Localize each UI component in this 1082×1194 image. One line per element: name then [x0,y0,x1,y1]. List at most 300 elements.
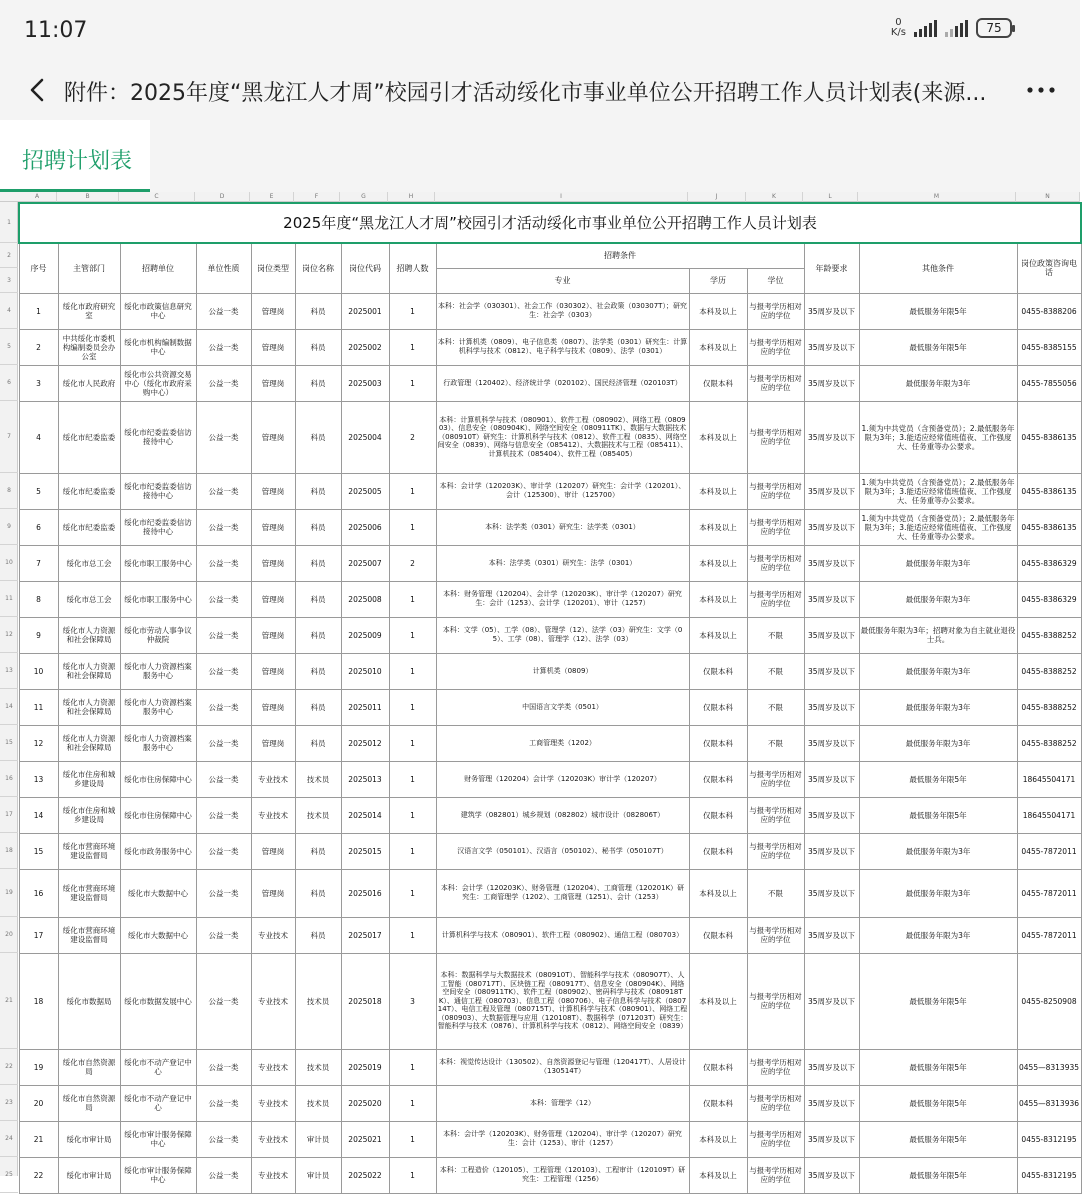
cell-degree[interactable]: 与报考学历相对应的学位 [747,509,804,545]
tab-recruitment-plan[interactable] [0,120,150,192]
cell-other[interactable]: 最低服务年限5年 [859,1121,1017,1157]
cell-post-code[interactable]: 2025006 [341,509,389,545]
cell-phone[interactable]: 0455-8388252 [1017,653,1081,689]
cell-post-code[interactable]: 2025020 [341,1085,389,1121]
cell-dept[interactable]: 绥化市审计局 [58,1121,120,1157]
column-letter[interactable]: J [688,192,746,202]
cell-major[interactable]: 本科：文学（05）、工学（08）、管理学（12）、法学（03）研究生：文学（05）、工学（08）、管理学（12）、法学（03） [436,617,689,653]
cell-major[interactable]: 行政管理（120402）、经济统计学（020102）、国民经济管理（020103T） [436,365,689,401]
cell-age[interactable]: 35周岁及以下 [804,689,859,725]
cell-edu[interactable]: 本科及以上 [689,329,747,365]
cell-degree[interactable]: 不限 [747,869,804,917]
cell-age[interactable]: 35周岁及以下 [804,1121,859,1157]
cell-degree[interactable]: 与报考学历相对应的学位 [747,917,804,953]
column-letter[interactable]: B [57,192,119,202]
cell-count[interactable]: 1 [389,917,436,953]
spreadsheet[interactable] [0,192,1080,1184]
cell-post-type[interactable]: 管理岗 [251,329,295,365]
cell-nature[interactable]: 公益一类 [196,1121,251,1157]
cell-post-name[interactable]: 科员 [295,833,341,869]
cell-count[interactable]: 1 [389,1049,436,1085]
cell-major[interactable]: 财务管理（120204）会计学（120203K）审计学（120207） [436,761,689,797]
cell-major[interactable]: 本科：法学类（0301）研究生：法学类（0301） [436,509,689,545]
cell-degree[interactable]: 与报考学历相对应的学位 [747,581,804,617]
cell-unit[interactable]: 绥化市纪委监委信访接待中心 [120,401,196,473]
cell-age[interactable]: 35周岁及以下 [804,1049,859,1085]
cell-other[interactable]: 最低服务年限5年 [859,329,1017,365]
cell-post-name[interactable]: 科员 [295,725,341,761]
cell-dept[interactable]: 绥化市自然资源局 [58,1085,120,1121]
cell-dept[interactable]: 绥化市营商环境建设监督局 [58,869,120,917]
cell-nature[interactable]: 公益一类 [196,1085,251,1121]
cell-other[interactable]: 最低服务年限5年 [859,797,1017,833]
cell-age[interactable]: 35周岁及以下 [804,797,859,833]
cell-edu[interactable]: 仅限本科 [689,1085,747,1121]
cell-age[interactable]: 35周岁及以下 [804,653,859,689]
cell-nature[interactable]: 公益一类 [196,401,251,473]
cell-degree[interactable]: 不限 [747,725,804,761]
cell-count[interactable]: 2 [389,401,436,473]
cell-phone[interactable]: 0455-8386329 [1017,581,1081,617]
cell-post-code[interactable]: 2025011 [341,689,389,725]
cell-post-type[interactable]: 管理岗 [251,653,295,689]
cell-nature[interactable]: 公益一类 [196,725,251,761]
cell-post-code[interactable]: 2025019 [341,1049,389,1085]
cell-unit[interactable]: 绥化市人力资源档案服务中心 [120,725,196,761]
cell-post-type[interactable]: 管理岗 [251,689,295,725]
cell-post-code[interactable]: 2025005 [341,473,389,509]
cell-age[interactable]: 35周岁及以下 [804,293,859,329]
cell-degree[interactable]: 不限 [747,617,804,653]
column-letter[interactable]: L [803,192,858,202]
cell-count[interactable]: 1 [389,473,436,509]
cell-post-code[interactable]: 2025017 [341,917,389,953]
cell-seq[interactable]: 17 [19,917,58,953]
cell-phone[interactable]: 0455-8386329 [1017,545,1081,581]
cell-degree[interactable]: 不限 [747,689,804,725]
cell-major[interactable]: 中国语言文学类（0501） [436,689,689,725]
cell-post-name[interactable]: 科员 [295,869,341,917]
row-number[interactable]: 4 [0,293,18,329]
cell-major[interactable]: 建筑学（082801）城乡规划（082802）城市设计（082806T） [436,797,689,833]
cell-post-type[interactable]: 管理岗 [251,725,295,761]
cell-edu[interactable]: 本科及以上 [689,545,747,581]
cell-other[interactable]: 最低服务年限为3年 [859,917,1017,953]
cell-unit[interactable]: 绥化市住房保障中心 [120,761,196,797]
cell-post-code[interactable]: 2025002 [341,329,389,365]
cell-seq[interactable]: 6 [19,509,58,545]
cell-post-code[interactable]: 2025008 [341,581,389,617]
cell-seq[interactable]: 4 [19,401,58,473]
cell-edu[interactable]: 仅限本科 [689,917,747,953]
cell-post-name[interactable]: 科员 [295,329,341,365]
row-number[interactable]: 23 [0,1085,18,1121]
cell-post-type[interactable]: 管理岗 [251,869,295,917]
cell-post-name[interactable]: 技术员 [295,1085,341,1121]
cell-phone[interactable]: 0455-7872011 [1017,833,1081,869]
row-number[interactable]: 22 [0,1049,18,1085]
column-letter[interactable]: H [388,192,435,202]
cell-other[interactable]: 1.须为中共党员（含预备党员）；2.最低服务年限为3年；3.能适应经常值班值夜、工作强度大、任务重等办公要求。 [859,401,1017,473]
cell-edu[interactable]: 仅限本科 [689,1049,747,1085]
row-number[interactable]: 19 [0,869,18,917]
cell-nature[interactable]: 公益一类 [196,869,251,917]
cell-other[interactable]: 1.须为中共党员（含预备党员）；2.最低服务年限为3年；3.能适应经常值班值夜、工作强度大、任务重等办公要求。 [859,509,1017,545]
row-number[interactable]: 24 [0,1121,18,1157]
cell-edu[interactable]: 本科及以上 [689,869,747,917]
cell-major[interactable]: 本科：社会学（030301）、社会工作（030302）、社会政策（030307T）；研究生：社会学（0303） [436,293,689,329]
cell-age[interactable]: 35周岁及以下 [804,761,859,797]
cell-unit[interactable]: 绥化市审计服务保障中心 [120,1121,196,1157]
cell-dept[interactable]: 中共绥化市委机构编制委员会办公室 [58,329,120,365]
cell-unit[interactable]: 绥化市大数据中心 [120,869,196,917]
cell-count[interactable]: 1 [389,509,436,545]
cell-other[interactable]: 最低服务年限为3年 [859,545,1017,581]
cell-degree[interactable]: 与报考学历相对应的学位 [747,953,804,1049]
cell-degree[interactable]: 不限 [747,653,804,689]
cell-post-type[interactable]: 管理岗 [251,401,295,473]
cell-post-code[interactable]: 2025003 [341,365,389,401]
cell-degree[interactable]: 与报考学历相对应的学位 [747,329,804,365]
cell-unit[interactable]: 绥化市公共资源交易中心（绥化市政府采购中心） [120,365,196,401]
cell-nature[interactable]: 公益一类 [196,653,251,689]
row-number[interactable]: 15 [0,725,18,761]
cell-unit[interactable]: 绥化市不动产登记中心 [120,1049,196,1085]
cell-degree[interactable]: 与报考学历相对应的学位 [747,833,804,869]
cell-count[interactable]: 1 [389,797,436,833]
cell-count[interactable]: 1 [389,293,436,329]
cell-post-code[interactable]: 2025004 [341,401,389,473]
cell-dept[interactable]: 绥化市纪委监委 [58,473,120,509]
row-number[interactable]: 3 [0,268,18,293]
cell-post-name[interactable]: 科员 [295,293,341,329]
cell-nature[interactable]: 公益一类 [196,617,251,653]
cell-post-name[interactable]: 技术员 [295,953,341,1049]
cell-post-code[interactable]: 2025007 [341,545,389,581]
cell-dept[interactable]: 绥化市数据局 [58,953,120,1049]
row-number[interactable]: 5 [0,329,18,365]
cell-age[interactable]: 35周岁及以下 [804,401,859,473]
row-number[interactable]: 20 [0,917,18,953]
cell-seq[interactable]: 11 [19,689,58,725]
cell-post-code[interactable]: 2025018 [341,953,389,1049]
cell-edu[interactable]: 仅限本科 [689,365,747,401]
cell-phone[interactable]: 0455-8386135 [1017,473,1081,509]
cell-post-type[interactable]: 管理岗 [251,545,295,581]
cell-phone[interactable]: 18645504171 [1017,761,1081,797]
cell-degree[interactable]: 与报考学历相对应的学位 [747,293,804,329]
column-letter[interactable]: I [435,192,688,202]
row-number[interactable]: 2 [0,243,18,268]
row-number[interactable]: 13 [0,653,18,689]
column-letter[interactable]: N [1016,192,1080,202]
cell-phone[interactable]: 0455-8385155 [1017,329,1081,365]
row-number[interactable]: 21 [0,953,18,1049]
cell-post-name[interactable]: 科员 [295,689,341,725]
cell-other[interactable]: 最低服务年限5年 [859,761,1017,797]
column-letter[interactable]: K [746,192,803,202]
cell-nature[interactable]: 公益一类 [196,689,251,725]
cell-post-code[interactable]: 2025021 [341,1121,389,1157]
cell-age[interactable]: 35周岁及以下 [804,329,859,365]
row-number[interactable]: 7 [0,401,18,473]
cell-edu[interactable]: 本科及以上 [689,509,747,545]
cell-post-type[interactable]: 管理岗 [251,473,295,509]
cell-age[interactable]: 35周岁及以下 [804,581,859,617]
cell-degree[interactable]: 与报考学历相对应的学位 [747,473,804,509]
cell-age[interactable]: 35周岁及以下 [804,365,859,401]
cell-nature[interactable]: 公益一类 [196,833,251,869]
cell-unit[interactable]: 绥化市机构编制数据中心 [120,329,196,365]
cell-other[interactable]: 最低服务年限5年 [859,953,1017,1049]
cell-edu[interactable]: 仅限本科 [689,653,747,689]
cell-unit[interactable]: 绥化市纪委监委信访接待中心 [120,509,196,545]
cell-phone[interactable]: 0455-8250908 [1017,953,1081,1049]
cell-post-type[interactable]: 专业技术 [251,1157,295,1193]
cell-other[interactable]: 最低服务年限为3年 [859,833,1017,869]
cell-count[interactable]: 2 [389,545,436,581]
cell-count[interactable]: 1 [389,1085,436,1121]
cell-dept[interactable]: 绥化市总工会 [58,581,120,617]
cell-phone[interactable]: 0455—8313935 [1017,1049,1081,1085]
cell-post-name[interactable]: 科员 [295,653,341,689]
row-number[interactable]: 1 [0,203,18,243]
cell-degree[interactable]: 与报考学历相对应的学位 [747,1085,804,1121]
cell-phone[interactable]: 0455-8388252 [1017,617,1081,653]
cell-count[interactable]: 1 [389,689,436,725]
cell-degree[interactable]: 与报考学历相对应的学位 [747,365,804,401]
cell-nature[interactable]: 公益一类 [196,1049,251,1085]
cell-other[interactable]: 最低服务年限为3年；招聘对象为自主就业退役士兵。 [859,617,1017,653]
cell-edu[interactable]: 本科及以上 [689,953,747,1049]
cell-degree[interactable]: 与报考学历相对应的学位 [747,1121,804,1157]
cell-seq[interactable]: 13 [19,761,58,797]
cell-seq[interactable]: 8 [19,581,58,617]
cell-post-name[interactable]: 技术员 [295,797,341,833]
column-letter[interactable]: C [119,192,195,202]
cell-seq[interactable]: 3 [19,365,58,401]
cell-major[interactable]: 本科：管理学（12） [436,1085,689,1121]
cell-count[interactable]: 1 [389,1121,436,1157]
cell-age[interactable]: 35周岁及以下 [804,1157,859,1193]
cell-post-type[interactable]: 专业技术 [251,1085,295,1121]
cell-count[interactable]: 1 [389,653,436,689]
cell-edu[interactable]: 本科及以上 [689,473,747,509]
cell-count[interactable]: 1 [389,617,436,653]
row-number[interactable]: 14 [0,689,18,725]
cell-seq[interactable]: 12 [19,725,58,761]
cell-dept[interactable]: 绥化市纪委监委 [58,509,120,545]
cell-post-name[interactable]: 审计员 [295,1121,341,1157]
cell-phone[interactable]: 0455-7872011 [1017,917,1081,953]
more-dots-icon[interactable] [1026,86,1056,94]
cell-other[interactable]: 最低服务年限为3年 [859,869,1017,917]
cell-major[interactable]: 本科：视觉传达设计（130502）、自然资源登记与管理（120417T）、人居设计（130514T） [436,1049,689,1085]
cell-edu[interactable]: 本科及以上 [689,401,747,473]
cell-count[interactable]: 1 [389,869,436,917]
cell-seq[interactable]: 2 [19,329,58,365]
cell-seq[interactable]: 1 [19,293,58,329]
cell-post-code[interactable]: 2025001 [341,293,389,329]
cell-phone[interactable]: 0455-8312195 [1017,1157,1081,1193]
cell-phone[interactable]: 0455-8388252 [1017,725,1081,761]
cell-post-type[interactable]: 管理岗 [251,509,295,545]
row-number[interactable]: 16 [0,761,18,797]
cell-post-name[interactable]: 技术员 [295,1049,341,1085]
cell-post-name[interactable]: 科员 [295,365,341,401]
cell-unit[interactable]: 绥化市纪委监委信访接待中心 [120,473,196,509]
cell-unit[interactable]: 绥化市职工服务中心 [120,545,196,581]
cell-post-type[interactable]: 管理岗 [251,833,295,869]
cell-age[interactable]: 35周岁及以下 [804,545,859,581]
cell-major[interactable]: 本科：会计学（120203K）、审计学（120207）研究生：会计学（120201）、会计（125300）、审计（125700） [436,473,689,509]
cell-other[interactable]: 最低服务年限5年 [859,1157,1017,1193]
row-number[interactable]: 18 [0,833,18,869]
cell-phone[interactable]: 0455-8388206 [1017,293,1081,329]
cell-post-name[interactable]: 科员 [295,509,341,545]
cell-degree[interactable]: 与报考学历相对应的学位 [747,545,804,581]
cell-nature[interactable]: 公益一类 [196,1157,251,1193]
cell-other[interactable]: 最低服务年限为3年 [859,581,1017,617]
cell-post-name[interactable]: 科员 [295,473,341,509]
column-letter[interactable]: F [294,192,340,202]
cell-seq[interactable]: 14 [19,797,58,833]
cell-post-name[interactable]: 科员 [295,545,341,581]
cell-dept[interactable]: 绥化市自然资源局 [58,1049,120,1085]
cell-count[interactable]: 3 [389,953,436,1049]
cell-nature[interactable]: 公益一类 [196,761,251,797]
cell-major[interactable]: 计算机类（0809） [436,653,689,689]
cell-phone[interactable]: 0455—8313936 [1017,1085,1081,1121]
cell-post-type[interactable]: 管理岗 [251,365,295,401]
cell-age[interactable]: 35周岁及以下 [804,1085,859,1121]
cell-nature[interactable]: 公益一类 [196,473,251,509]
column-letter[interactable]: M [858,192,1016,202]
cell-post-type[interactable]: 管理岗 [251,617,295,653]
cell-edu[interactable]: 本科及以上 [689,617,747,653]
cell-unit[interactable]: 绥化市数据发展中心 [120,953,196,1049]
cell-seq[interactable]: 10 [19,653,58,689]
cell-other[interactable]: 最低服务年限5年 [859,1049,1017,1085]
cell-edu[interactable]: 本科及以上 [689,581,747,617]
cell-age[interactable]: 35周岁及以下 [804,953,859,1049]
cell-nature[interactable]: 公益一类 [196,581,251,617]
cell-seq[interactable]: 21 [19,1121,58,1157]
cell-major[interactable]: 本科：计算机科学与技术（080901）、软件工程（080902）、网络工程（080903）、信息安全（080904K）、网络空间安全（080911TK）、数据与大数据技术（080910T）研究生：计算机科学与技术（0812）、软件工程（0835）、网络空间安全（0839）、网络与信息安全（085412）、大数据技术与工程（085411）、计算机技术（085404）、软件工程（085405） [436,401,689,473]
cell-seq[interactable]: 18 [19,953,58,1049]
cell-unit[interactable]: 绥化市政务服务中心 [120,833,196,869]
cell-degree[interactable]: 与报考学历相对应的学位 [747,1157,804,1193]
cell-other[interactable]: 最低服务年限为3年 [859,653,1017,689]
cell-dept[interactable]: 绥化市人力资源和社会保障局 [58,725,120,761]
cell-post-type[interactable]: 专业技术 [251,1121,295,1157]
cell-seq[interactable]: 22 [19,1157,58,1193]
cell-phone[interactable]: 0455-7855056 [1017,365,1081,401]
cell-post-code[interactable]: 2025015 [341,833,389,869]
cell-post-code[interactable]: 2025014 [341,797,389,833]
cell-nature[interactable]: 公益一类 [196,509,251,545]
cell-nature[interactable]: 公益一类 [196,953,251,1049]
cell-unit[interactable]: 绥化市大数据中心 [120,917,196,953]
cell-age[interactable]: 35周岁及以下 [804,725,859,761]
cell-post-type[interactable]: 专业技术 [251,797,295,833]
cell-post-code[interactable]: 2025012 [341,725,389,761]
cell-post-name[interactable]: 科员 [295,617,341,653]
row-number[interactable]: 10 [0,545,18,581]
cell-dept[interactable]: 绥化市营商环境建设监督局 [58,833,120,869]
cell-other[interactable]: 最低服务年限5年 [859,1085,1017,1121]
cell-degree[interactable]: 与报考学历相对应的学位 [747,761,804,797]
cell-nature[interactable]: 公益一类 [196,329,251,365]
cell-dept[interactable]: 绥化市纪委监委 [58,401,120,473]
cell-nature[interactable]: 公益一类 [196,797,251,833]
cell-phone[interactable]: 0455-8388252 [1017,689,1081,725]
cell-phone[interactable]: 18645504171 [1017,797,1081,833]
cell-major[interactable]: 汉语言文学（050101）、汉语言（050102）、秘书学（050107T） [436,833,689,869]
cell-phone[interactable]: 0455-8386135 [1017,509,1081,545]
cell-count[interactable]: 1 [389,581,436,617]
cell-count[interactable]: 1 [389,365,436,401]
cell-post-name[interactable]: 科员 [295,917,341,953]
cell-post-name[interactable]: 技术员 [295,761,341,797]
cell-unit[interactable]: 绥化市政策信息研究中心 [120,293,196,329]
cell-phone[interactable]: 0455-8386135 [1017,401,1081,473]
cell-dept[interactable]: 绥化市营商环境建设监督局 [58,917,120,953]
cell-post-type[interactable]: 管理岗 [251,293,295,329]
cell-post-code[interactable]: 2025010 [341,653,389,689]
cell-age[interactable]: 35周岁及以下 [804,917,859,953]
cell-unit[interactable]: 绥化市劳动人事争议仲裁院 [120,617,196,653]
column-letter[interactable]: G [340,192,388,202]
cell-other[interactable]: 最低服务年限为3年 [859,689,1017,725]
cell-post-type[interactable]: 专业技术 [251,1049,295,1085]
cell-phone[interactable]: 0455-7872011 [1017,869,1081,917]
cell-count[interactable]: 1 [389,761,436,797]
cell-other[interactable]: 最低服务年限为3年 [859,725,1017,761]
cell-major[interactable]: 本科：会计学（120203K）、财务管理（120204）、工商管理（120201K）研究生：工商管理学（1202）、工商管理（1251）、会计（1253） [436,869,689,917]
cell-post-code[interactable]: 2025009 [341,617,389,653]
cell-seq[interactable]: 16 [19,869,58,917]
cell-unit[interactable]: 绥化市不动产登记中心 [120,1085,196,1121]
row-number[interactable]: 11 [0,581,18,617]
cell-seq[interactable]: 20 [19,1085,58,1121]
cell-post-type[interactable]: 专业技术 [251,761,295,797]
cell-post-name[interactable]: 科员 [295,581,341,617]
row-number[interactable]: 12 [0,617,18,653]
cell-major[interactable]: 本科：数据科学与大数据技术（080910T）、智能科学与技术（080907T）、人工智能（080717T）、区块链工程（080917T）、信息安全（080904K）、网络空间安全（080911TK）、软件工程（080902）、密码科学与技术（080918TK）、通信工程（080703）、信息工程（080706）、电子信息科学与技术（080714T）、电信工程及管理（080715T）、计算机科学与技术（080901）、网络工程（080903）、大数据管理与应用（120108T）、数据科学（071203T）研究生：智能科学与技术（0876）、计算机科学与技术（0812）、网络空间安全（0839） [436,953,689,1049]
column-letter[interactable]: E [250,192,294,202]
chevron-left-icon[interactable] [24,76,52,104]
cell-count[interactable]: 1 [389,725,436,761]
cell-dept[interactable]: 绥化市人民政府 [58,365,120,401]
cell-degree[interactable]: 与报考学历相对应的学位 [747,797,804,833]
cell-edu[interactable]: 仅限本科 [689,725,747,761]
cell-dept[interactable]: 绥化市人力资源和社会保障局 [58,653,120,689]
cell-nature[interactable]: 公益一类 [196,365,251,401]
cell-age[interactable]: 35周岁及以下 [804,869,859,917]
cell-count[interactable]: 1 [389,329,436,365]
cell-major[interactable]: 计算机科学与技术（080901）、软件工程（080902）、通信工程（080703） [436,917,689,953]
cell-post-code[interactable]: 2025016 [341,869,389,917]
cell-post-code[interactable]: 2025013 [341,761,389,797]
cell-unit[interactable]: 绥化市人力资源档案服务中心 [120,689,196,725]
cell-major[interactable]: 工商管理类（1202） [436,725,689,761]
cell-nature[interactable]: 公益一类 [196,293,251,329]
cell-age[interactable]: 35周岁及以下 [804,617,859,653]
cell-age[interactable]: 35周岁及以下 [804,509,859,545]
cell-degree[interactable]: 与报考学历相对应的学位 [747,401,804,473]
cell-dept[interactable]: 绥化市审计局 [58,1157,120,1193]
